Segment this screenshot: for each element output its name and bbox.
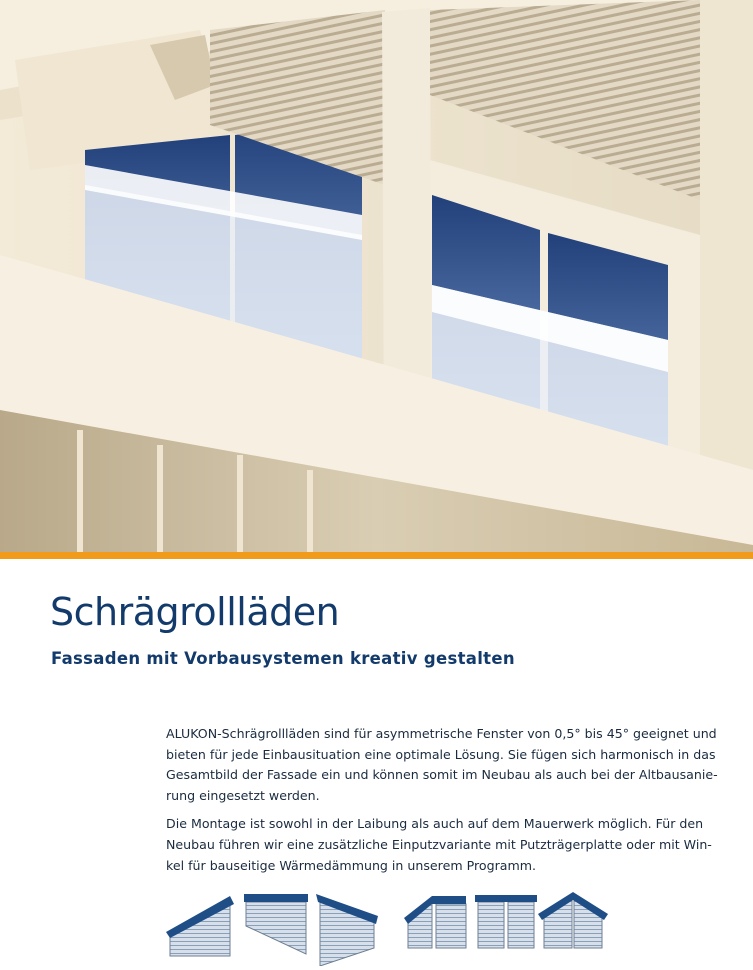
text-line: Die Montage ist sowohl in der Laibung als auch auf dem Mauerwerk möglich. Für den [166,816,704,832]
shutter-slope-right-icon [316,894,378,966]
shutter-slope-left-icon [166,896,234,956]
shutter-shed-left-icon [404,896,466,948]
page-title: Schrägrollläden [50,590,340,634]
shutter-shapes-row [160,886,620,966]
text-line: Neubau führen wir eine zusätzliche Einputzvariante mit Putzträgerplatte oder mit Win- [166,836,712,852]
text-line: kel für bauseitige Wärmedämmung in unserem Programm. [166,857,537,873]
paragraph-1 [166,724,732,806]
orange-divider [0,552,753,559]
text-line: Gesamtbild der Fassade ein und können somit im Neubau als auch bei der Altbausanie- [166,767,718,783]
shutter-gable-icon [538,892,608,948]
shutter-triangle-down-icon [244,894,308,954]
body-text [166,724,732,884]
page-subtitle: Fassaden mit Vorbausystemen kreativ gestalten [51,649,515,668]
text-line: ALUKON-Schrägrollläden sind für asymmetrische Fenster von 0,5° bis 45° geeignet und [166,726,717,741]
text-line: bieten für jede Einbausituation eine optimale Lösung. Sie fügen sich harmonisch in das [166,746,716,762]
shutter-flat-double-icon [475,895,537,948]
paragraph-2 [166,814,732,876]
text-line: rung eingesetzt werden. [166,787,320,803]
